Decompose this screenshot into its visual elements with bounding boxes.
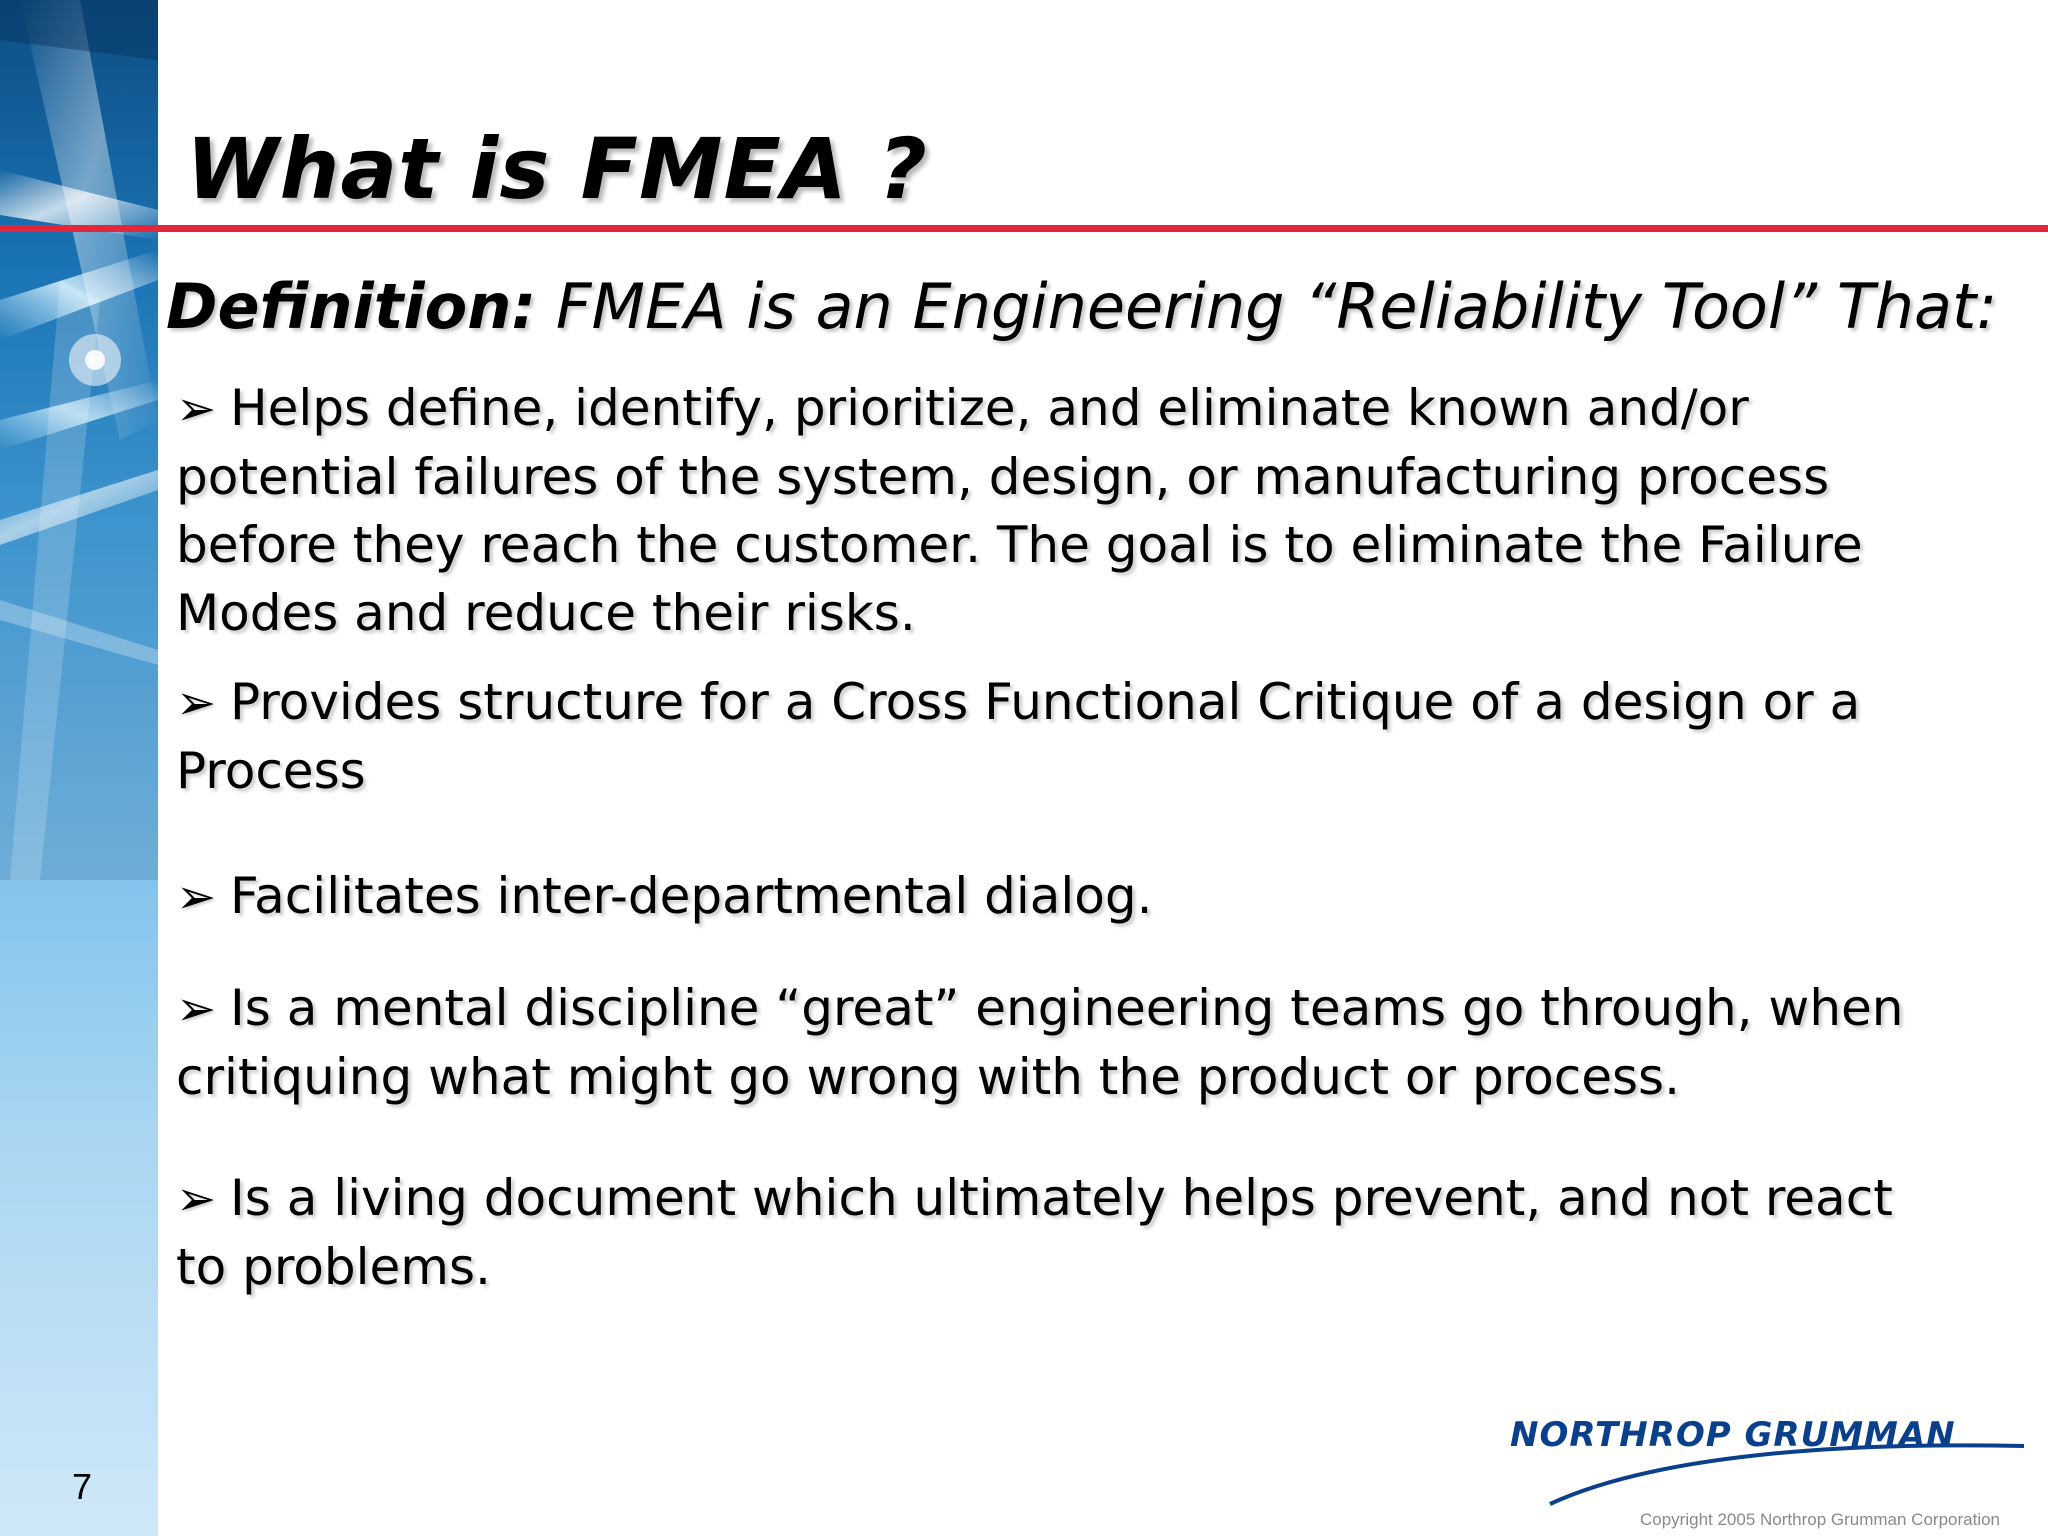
bullet-text-5: Is a living document which ultimately helps prevent, and not react to problems. [176, 1169, 1893, 1296]
bullet-text-3: Facilitates inter-departmental dialog. [230, 867, 1153, 925]
slide-title: What is FMEA ? [186, 120, 928, 218]
bullet-item-2 [176, 668, 1936, 805]
definition-text: FMEA is an Engineering “Reliability Tool” That: [536, 270, 1998, 343]
definition-line [166, 270, 1997, 343]
arrow-bullet-icon: ➢ [176, 381, 217, 437]
logo-text: NORTHROP GRUMMAN [1510, 1415, 1956, 1455]
bullet-item-3 [176, 862, 1936, 931]
sidebar-light-streaks-icon [0, 0, 158, 880]
bullet-item-1 [176, 374, 1936, 647]
arrow-bullet-icon: ➢ [176, 981, 217, 1037]
arrow-bullet-icon: ➢ [176, 1171, 217, 1227]
page-number: 7 [72, 1466, 93, 1507]
bullet-text-2: Provides structure for a Cross Functional Critique of a design or a Process [176, 673, 1861, 800]
bullet-item-4 [176, 974, 1936, 1111]
arrow-bullet-icon: ➢ [176, 869, 217, 925]
bullet-item-5 [176, 1164, 1936, 1301]
definition-label: Definition: [166, 270, 537, 343]
arrow-bullet-icon: ➢ [176, 675, 217, 731]
copyright-text: Copyright 2005 Northrop Grumman Corporation [1640, 1510, 2001, 1529]
bullet-text-4: Is a mental discipline “great” engineering teams go through, when critiquing what might go wrong with the product or process. [176, 979, 1904, 1106]
title-divider [0, 225, 2048, 232]
bullet-text-1: Helps define, identify, prioritize, and eliminate known and/or potential failures of the system, design, or manufacturing process before they reach the customer. The goal is to eliminate the Failure Modes and reduce their risks. [176, 379, 1863, 642]
